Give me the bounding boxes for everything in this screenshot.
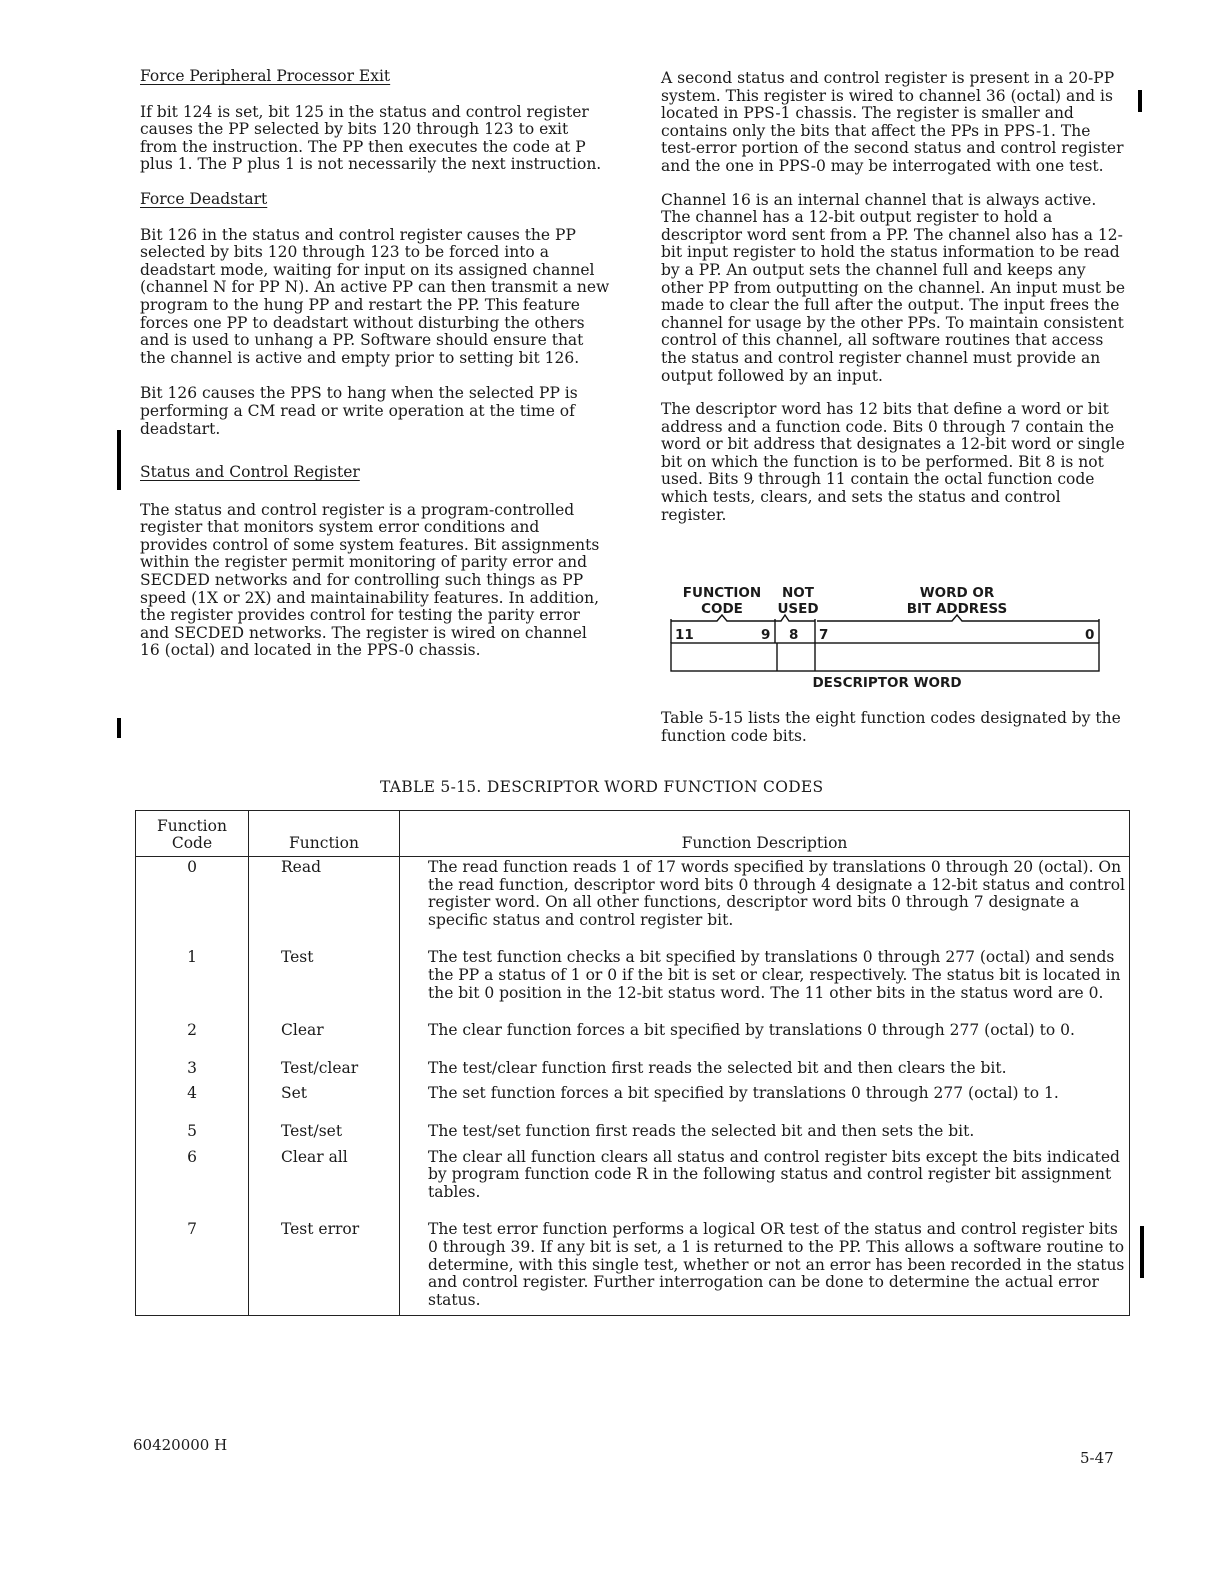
paragraph: Bit 126 in the status and control register causes the PP selected by bits 120 through 123 to be forced into a deadstart mode, waiting for input on its assigned channel (channel N for PP N). An active PP can then transmit a new program to the hung PP and restart the PP. This feature forces one PP to deadstart without disturbing the others and is used to unhang a PP. Software should ensure that the channel is active and empty prior to setting bit 126.	[140, 225, 610, 367]
right-column-tail	[661, 710, 1127, 745]
function-description-cell: The test/set function first reads the selected bit and then sets the bit.	[400, 1121, 1130, 1147]
right-column	[661, 70, 1127, 524]
function-code-cell: 1	[136, 947, 249, 1020]
change-note: Bit 126 causes the PPS to hang when the selected PP is performing a CM read or write operation at the time of deadstart.	[140, 384, 578, 438]
paragraph: A second status and control register is present in a 20-PP system. This register is wired to channel 36 (octal) and is located in PPS-1 chassis. The register is smaller and contains only the bits that affect the PPs in PPS-1. The test-error portion of the second status and control register and the one in PPS-0 may be interrogated with one test.	[661, 69, 1124, 175]
function-name-cell: Test/clear	[249, 1058, 400, 1084]
function-name-cell: Set	[249, 1083, 400, 1121]
function-name-cell: Clear	[249, 1020, 400, 1058]
table-row	[136, 1147, 1130, 1220]
paragraph: The status and control register is a program-controlled register that monitors system error conditions and provides control of some system features. Bit assignments within the register permit monitoring of parity error and SECDED networks and for controlling such things as PP speed (1X or 2X) and maintainability features. In addition, the register provides control for testing the parity error and SECDED networks. The register is wired on channel 16 (octal) and located in the PPS-0 chassis.	[140, 500, 600, 660]
function-code-cell: 0	[136, 857, 249, 948]
register-field-lines	[667, 583, 1107, 673]
descriptor-word-diagram	[667, 583, 1107, 693]
table-header-row	[136, 811, 1130, 857]
function-description-cell: The test/clear function first reads the selected bit and then clears the bit.	[400, 1058, 1130, 1084]
section-heading: Force Peripheral Processor Exit	[140, 67, 391, 85]
function-name-cell: Test/set	[249, 1121, 400, 1147]
table-row	[136, 1058, 1130, 1084]
function-description-cell: The test function checks a bit specified by translations 0 through 277 (octal) and sends the PP a status of 1 or 0 if the bit is set or clear, respectively. The status bit is located in the bit 0 position in the 12-bit status word. The 11 other bits in the status word are 0.	[400, 947, 1130, 1020]
header-function-code: Function Code	[136, 811, 249, 857]
function-name-cell: Clear all	[249, 1147, 400, 1220]
table-row	[136, 1083, 1130, 1121]
table-row	[136, 1121, 1130, 1147]
bit-0-label: 0	[1085, 627, 1095, 643]
diagram-caption: DESCRIPTOR WORD	[812, 675, 962, 691]
header-description: Function Description	[400, 811, 1130, 857]
table-row	[136, 1020, 1130, 1058]
change-bar	[1140, 1226, 1144, 1278]
function-code-cell: 5	[136, 1121, 249, 1147]
function-name-cell: Read	[249, 857, 400, 948]
change-bar	[117, 718, 121, 738]
table-row	[136, 857, 1130, 948]
table-row	[136, 947, 1130, 1020]
paragraph: Channel 16 is an internal channel that is always active. The channel has a 12-bit output register to hold a descriptor word sent from a PP. The channel also has a 12-bit input register to hold the status information to be read by a PP. An output sets the channel full and keeps any other PP from outputting on the channel. An input must be made to clear the full after the output. The input frees the channel for usage by the other PPs. To maintain consistent control of this channel, all software routines that access the status and control register channel must provide an output followed by an input.	[661, 190, 1126, 385]
table-row	[136, 1219, 1130, 1315]
paragraph: The descriptor word has 12 bits that define a word or bit address and a function code. Bits 0 through 7 contain the word or bit address that designates a 12-bit word or single bit on which the function is to be performed. Bit 8 is not used. Bits 9 through 11 contain the octal function code which tests, clears, and sets the status and control register.	[661, 400, 1125, 524]
bit-7-label: 7	[819, 627, 829, 643]
function-code-label: FUNCTION CODE	[682, 585, 762, 617]
table-body	[136, 857, 1130, 1316]
function-codes-table	[135, 810, 1130, 1316]
left-column	[140, 68, 610, 660]
function-code-cell: 3	[136, 1058, 249, 1084]
not-used-label: NOT USED	[777, 585, 819, 617]
table-title: TABLE 5-15. DESCRIPTOR WORD FUNCTION CODES	[380, 778, 824, 796]
function-code-cell: 7	[136, 1219, 249, 1315]
bit-9-label: 9	[761, 627, 771, 643]
function-description-cell: The clear all function clears all status and control register bits except the bits indicated by program function code R in the following status and control register bit assignment tables.	[400, 1147, 1130, 1220]
function-code-cell: 4	[136, 1083, 249, 1121]
function-description-cell: The read function reads 1 of 17 words specified by translations 0 through 20 (octal). On the read function, descriptor word bits 0 through 4 designate a 12-bit status and control register word. On all other functions, descriptor word bits 0 through 7 designate a specific status and control register bit.	[400, 857, 1130, 948]
bit-11-label: 11	[675, 627, 694, 643]
bit-8-label: 8	[789, 627, 799, 643]
document-number: 60420000 H	[133, 1436, 228, 1454]
page-number: 5-47	[1080, 1449, 1114, 1467]
function-description-cell: The test error function performs a logical OR test of the status and control register bits 0 through 39. If any bit is set, a 1 is returned to the PP. This allows a software routine to determine, with this single test, whether or not an error has been recorded in the status and control register. Further interrogation can be done to determine the actual error status.	[400, 1219, 1130, 1315]
function-name-cell: Test error	[249, 1219, 400, 1315]
header-function: Function	[249, 811, 400, 857]
function-code-cell: 6	[136, 1147, 249, 1220]
function-description-cell: The set function forces a bit specified by translations 0 through 277 (octal) to 1.	[400, 1083, 1130, 1121]
change-bar	[1138, 90, 1142, 112]
section-heading: Status and Control Register	[140, 463, 360, 482]
function-description-cell: The clear function forces a bit specified by translations 0 through 277 (octal) to 0.	[400, 1020, 1130, 1058]
paragraph: Table 5-15 lists the eight function codes designated by the function code bits.	[661, 709, 1121, 745]
word-address-label: WORD OR BIT ADDRESS	[906, 585, 1008, 617]
change-bar	[117, 430, 121, 490]
paragraph: If bit 124 is set, bit 125 in the status and control register causes the PP selected by bits 120 through 123 to exit from the instruction. The PP then executes the code at P plus 1. The P plus 1 is not necessarily the next instruction.	[140, 102, 602, 174]
section-heading: Force Deadstart	[140, 189, 268, 208]
function-name-cell: Test	[249, 947, 400, 1020]
function-code-cell: 2	[136, 1020, 249, 1058]
